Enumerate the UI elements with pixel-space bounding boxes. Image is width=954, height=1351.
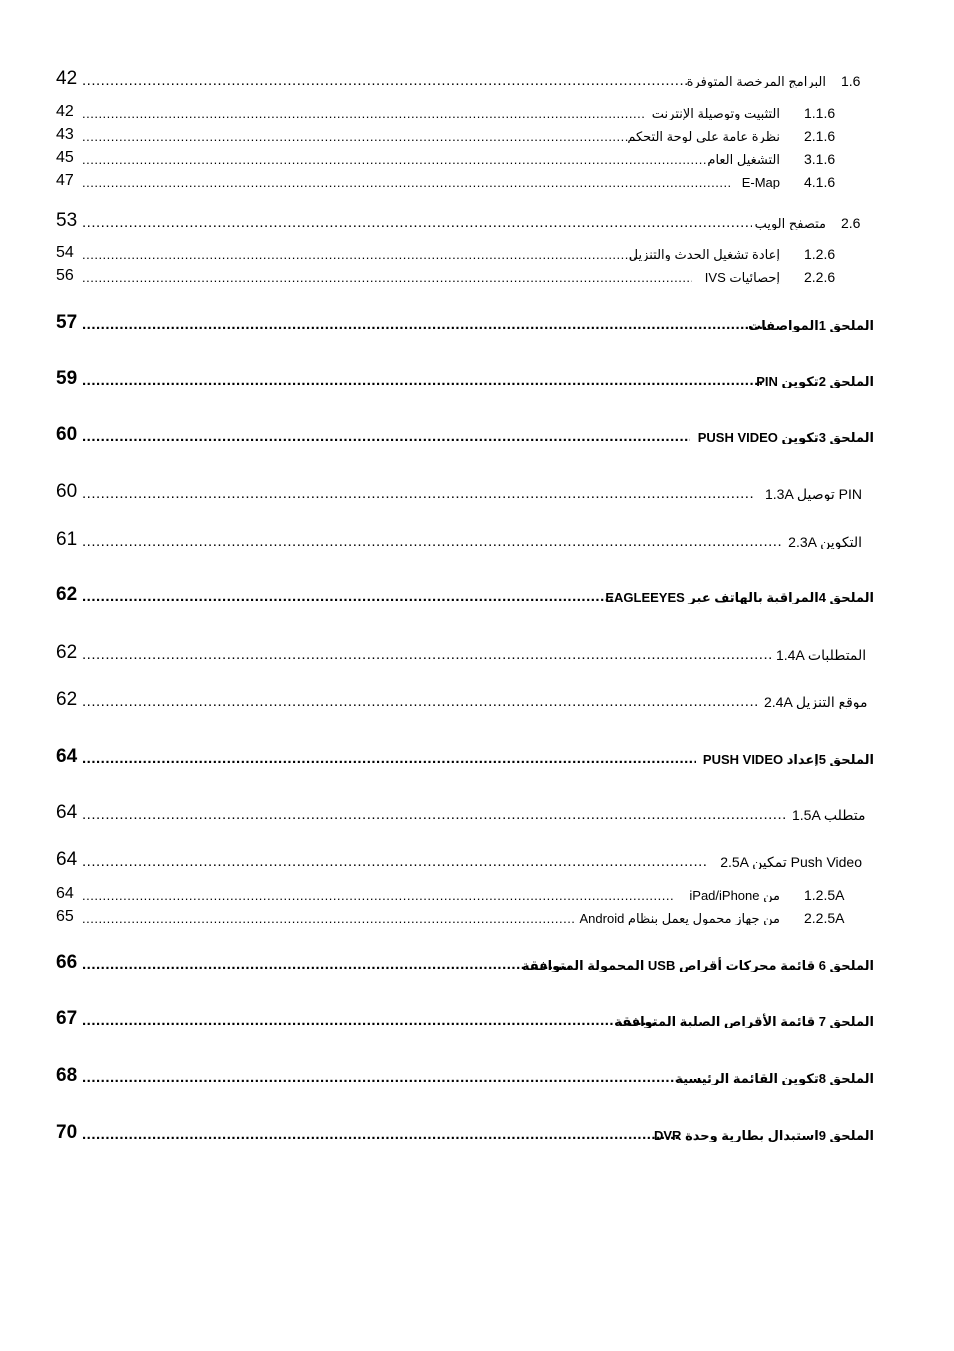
toc-dot-leader [82,429,690,444]
toc-entry-title: الملحق 9استبدال بطارية وحدة DVR [654,1128,874,1142]
toc-entry-title: البرامج المرخصة المتوفرة [686,74,826,88]
toc-entry[interactable] [56,208,896,230]
toc-section-number: 2.6 [841,215,861,230]
toc-entry-title: إعادة تشغيل الحدث والتنزيل [628,247,780,261]
toc-entry[interactable] [56,950,896,972]
toc-entry[interactable] [56,66,896,88]
toc-entry[interactable] [56,479,896,501]
toc-entry[interactable] [56,170,896,189]
toc-page-number: 62 [56,584,78,604]
toc-entry[interactable] [56,1063,896,1085]
toc-entry-title: 1.5A متطلب [792,807,866,822]
toc-dot-leader [82,807,788,822]
toc-section-number: 2.2.6 [804,269,836,284]
toc-entry[interactable] [56,422,896,444]
toc-page-number: 57 [56,312,78,332]
toc-page-number: 45 [56,149,74,166]
toc-entry-title: 2.3A التكوين [788,534,862,549]
toc-entry-title: الملحق 8تكوين القائمة الرئيسية [675,1071,874,1085]
toc-section-number: 2.2.5A [804,910,845,925]
toc-entry-title: التثبيت وتوصيلة الإنترنت [651,106,780,120]
toc-dot-leader [82,751,696,766]
toc-dot-leader [82,215,752,230]
toc-dot-leader [82,647,772,662]
toc-dot-leader [82,1127,678,1142]
toc-page-number: 65 [56,908,74,925]
toc-section-number: 1.6 [841,73,861,88]
toc-entry-title: E-Map [741,175,780,189]
toc-entry-title: الملحق 2تكوين PIN [756,374,874,388]
toc-page-number: 64 [56,746,78,766]
toc-entry-title: الملحق 6 قائمة محركات أقراص USB المحمولة المتوافقة [521,958,874,972]
toc-dot-leader [82,889,674,902]
toc-page-number: 60 [56,481,78,501]
toc-entry[interactable] [56,310,896,332]
toc-entry[interactable] [56,744,896,766]
toc-entry[interactable] [56,366,896,388]
toc-dot-leader [82,130,632,143]
toc-dot-leader [82,912,574,925]
toc-dot-leader [82,1070,708,1085]
toc-dot-leader [82,248,636,261]
toc-entry[interactable] [56,527,896,549]
toc-dot-leader [82,107,645,120]
toc-page-number: 70 [56,1122,78,1142]
toc-entry-title: الملحق 7 قائمة الأقراص الصلبة المتوافقة [614,1014,874,1028]
toc-dot-leader [82,957,570,972]
toc-entry-title: من جهاز محمول يعمل بنظام Android [579,911,780,925]
toc-dot-leader [82,153,712,166]
toc-page-number: 54 [56,244,74,261]
toc-dot-leader [82,271,692,284]
toc-section-number: 3.1.6 [804,151,836,166]
toc-section-number: 1.1.6 [804,105,836,120]
toc-entry[interactable] [56,906,896,925]
toc-entry[interactable] [56,101,896,120]
toc-entry[interactable] [56,883,896,902]
toc-page-number: 66 [56,952,78,972]
toc-page-number: 59 [56,368,78,388]
toc-page-number: 67 [56,1008,78,1028]
toc-page-number: 62 [56,642,78,662]
toc-entry[interactable] [56,847,896,869]
toc-entry[interactable] [56,265,896,284]
toc-entry-title: الملحق 5إعداد PUSH VIDEO [702,752,874,766]
toc-dot-leader [82,373,762,388]
toc-entry[interactable] [56,800,896,822]
toc-dot-leader [82,176,730,189]
toc-dot-leader [82,73,690,88]
toc-page-number: 64 [56,849,78,869]
toc-page-number: 43 [56,126,74,143]
toc-entry-title: الملحق 4المراقبة بالهاتف عبر EAGLEEYES [605,590,874,604]
toc-entry[interactable] [56,147,896,166]
toc-page-number: 62 [56,689,78,709]
toc-page-number: 56 [56,267,74,284]
toc-section-number: 2.1.6 [804,128,836,143]
toc-page-number: 68 [56,1065,78,1085]
toc-dot-leader [82,694,760,709]
toc-dot-leader [82,1013,656,1028]
toc-dot-leader [82,589,614,604]
toc-page-number: 47 [56,172,74,189]
toc-dot-leader [82,486,754,501]
toc-dot-leader [82,317,766,332]
toc-entry[interactable] [56,1120,896,1142]
toc-entry-title: إحصائيات IVS [704,270,780,284]
toc-page-number: 64 [56,802,78,822]
toc-entry[interactable] [56,687,896,709]
toc-section-number: 1.2.6 [804,246,836,261]
toc-entry-title: 1.3A توصيل PIN [765,486,862,501]
toc-entry[interactable] [56,1006,896,1028]
toc-section-number: 1.2.5A [804,887,845,902]
toc-entry-title: متصفح الويب [754,216,826,230]
toc-entry[interactable] [56,640,896,662]
toc-entry-title: الملحق 3تكوين PUSH VIDEO [697,430,874,444]
toc-dot-leader [82,534,782,549]
toc-entry[interactable] [56,582,896,604]
toc-page-number: 64 [56,885,74,902]
toc-page-number: 42 [56,103,74,120]
toc-entry-title: التشغيل العام [707,152,780,166]
toc-entry[interactable] [56,124,896,143]
toc-entry-title: 2.4A موقع التنزيل [764,694,868,709]
toc-entry-title: 1.4A المتطلبات [776,647,867,662]
toc-entry-title: نظرة عامة على لوحة التحكم [627,129,780,143]
toc-page-number: 42 [56,68,78,88]
toc-page-number: 61 [56,529,78,549]
toc-entry-title: الملحق 1المواصفات [748,318,874,332]
toc-dot-leader [82,854,708,869]
toc-page-number: 53 [56,210,78,230]
toc-section-number: 4.1.6 [804,174,836,189]
toc-entry-title: من iPad/iPhone [689,888,780,902]
toc-page-number: 60 [56,424,78,444]
toc-entry[interactable] [56,242,896,261]
toc-entry-title: 2.5A تمكين Push Video [720,854,862,869]
